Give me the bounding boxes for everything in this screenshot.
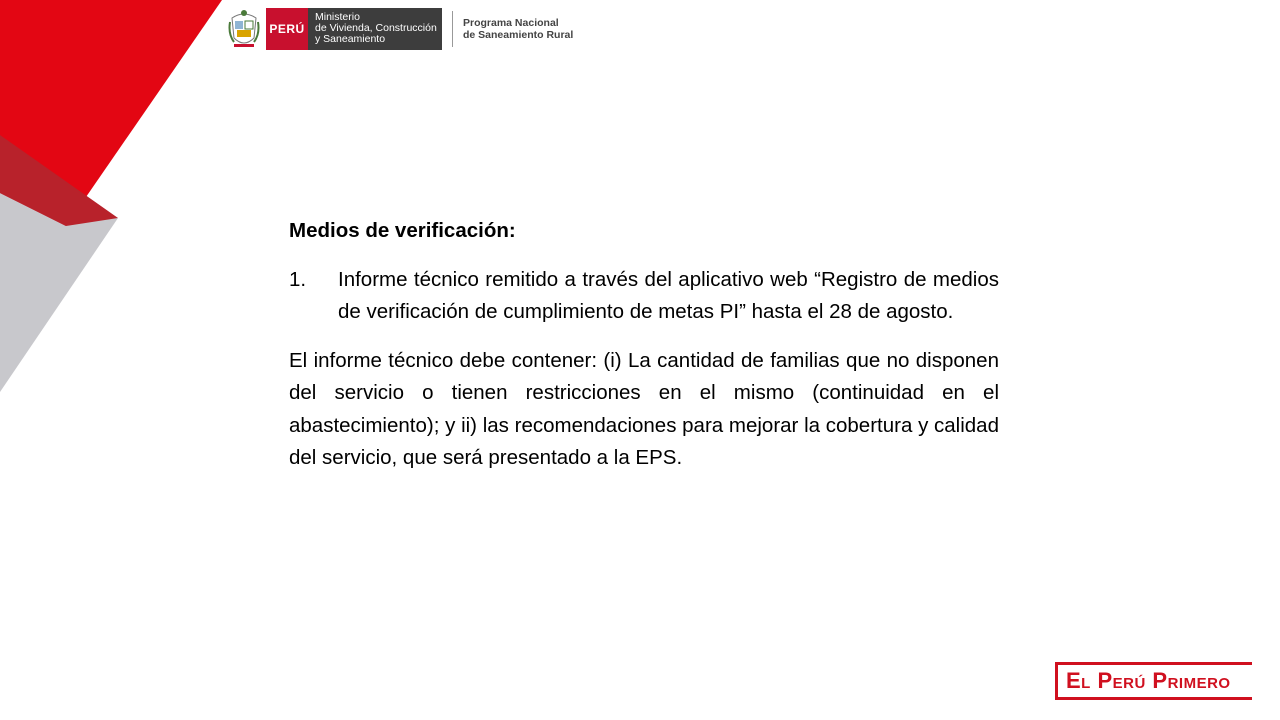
list-item: [289, 264, 999, 329]
brand-text: El Perú Primero: [1066, 668, 1231, 693]
programa-line: de Saneamiento Rural: [463, 29, 574, 41]
slide-content: [289, 215, 999, 475]
list-item-text: Informe técnico remitido a través del aplicativo web “Registro de medios de verificación de cumplimiento de metas PI” hasta el 28 de agosto.: [338, 267, 999, 323]
peru-logo: [266, 8, 308, 50]
programa-line: Programa Nacional: [463, 17, 559, 29]
coat-of-arms-icon: [228, 8, 260, 50]
body-paragraph: El informe técnico debe contener: (i) La cantidad de familias que no disponen del servicio o tienen restricciones en el mismo (continuidad en el abastecimiento); y ii) las recomendaciones para mejorar la cobertura y calidad del servicio, que será presentado a la EPS.: [289, 348, 999, 469]
ministerio-logo: [308, 8, 442, 50]
peru-label: PERÚ: [269, 22, 305, 36]
el-peru-primero-logo: [1055, 662, 1252, 700]
programa-logo: [463, 17, 573, 41]
header-logos: [228, 8, 573, 50]
list-item-number: 1.: [289, 267, 307, 291]
ministerio-line: de Vivienda, Construcción: [315, 22, 437, 34]
verification-list: [289, 264, 999, 329]
ministerio-line: Ministerio: [315, 11, 360, 23]
logo-divider: [452, 11, 453, 47]
ministerio-line: y Saneamiento: [315, 33, 386, 45]
section-heading: Medios de verificación:: [289, 219, 516, 242]
